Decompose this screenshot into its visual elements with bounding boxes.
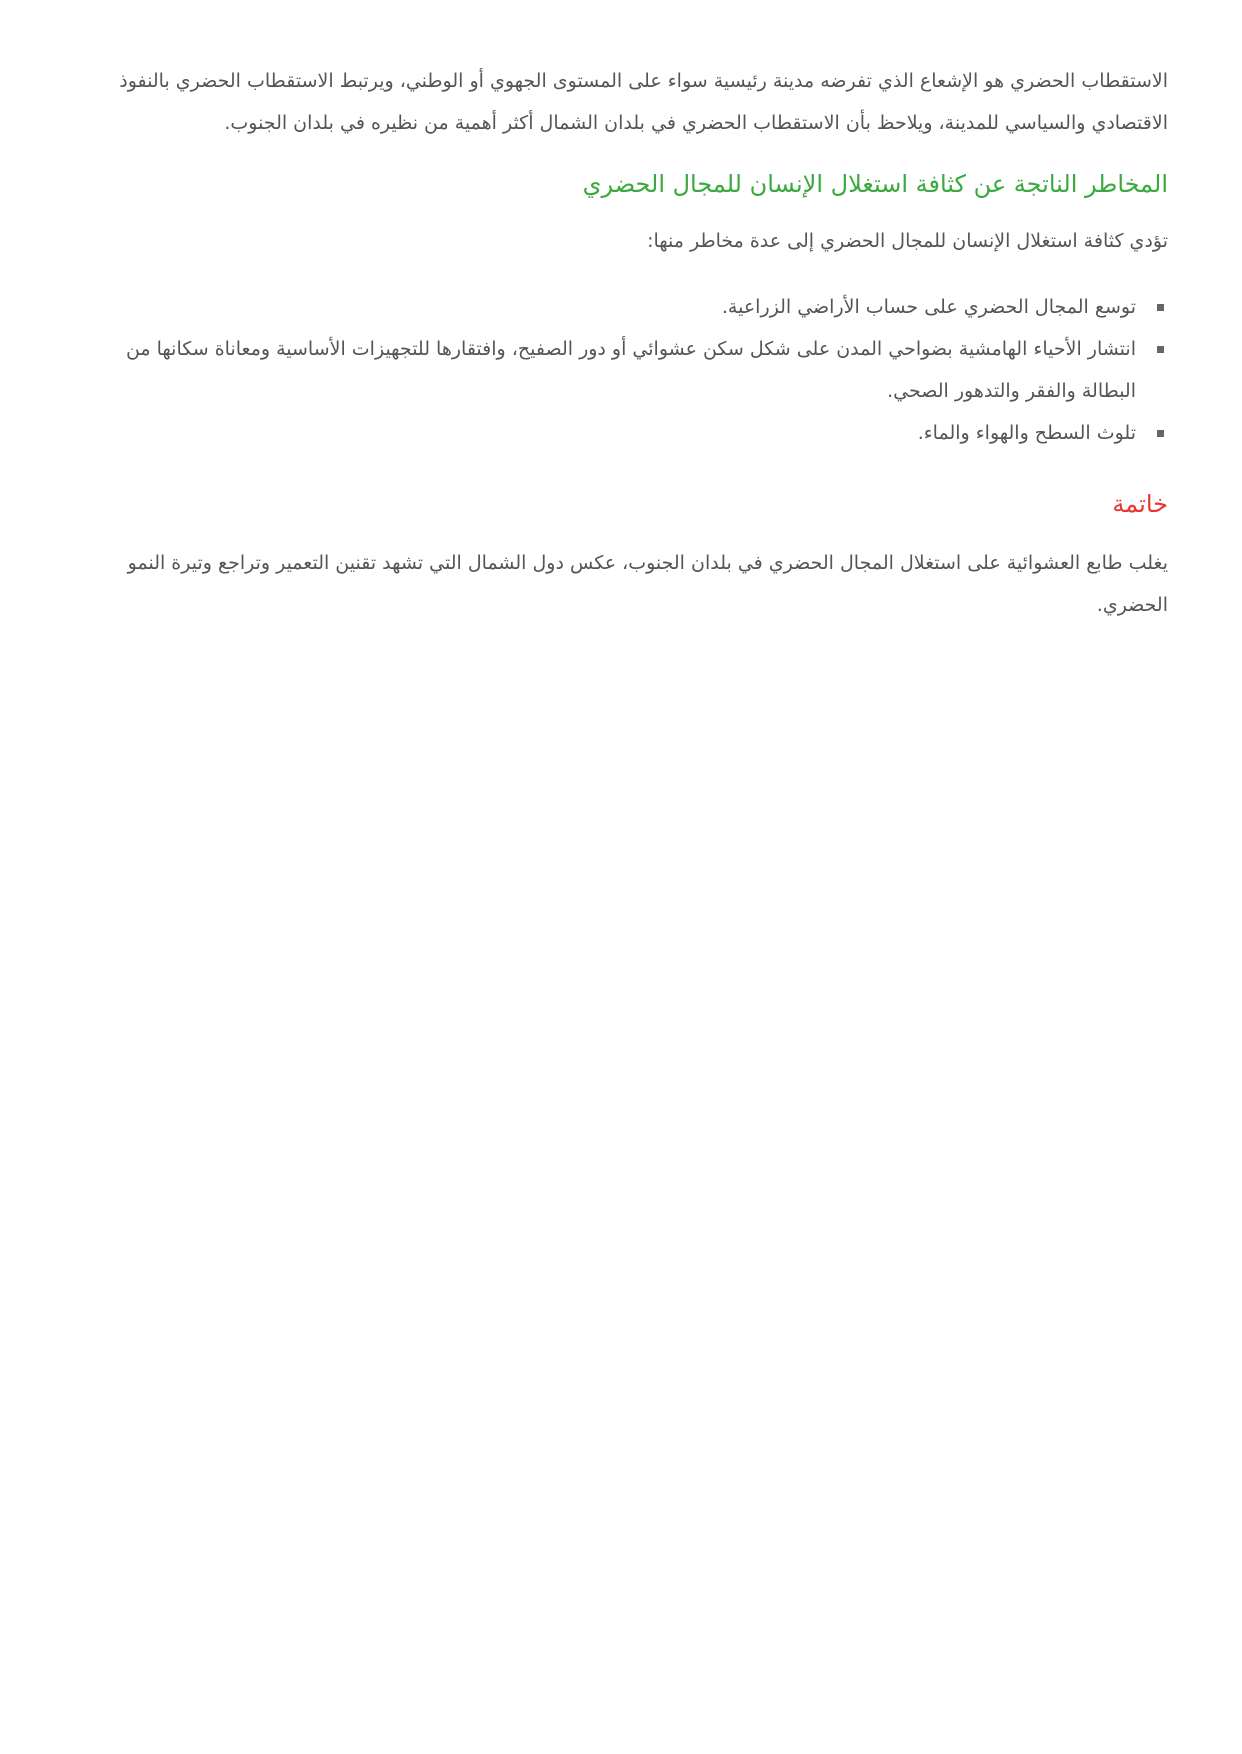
square-bullet-icon (1157, 430, 1164, 437)
square-bullet-icon (1157, 304, 1164, 311)
risks-intro-text: تؤدي كثافة استغلال الإنسان للمجال الحضري إلى عدة مخاطر منها: (647, 230, 1168, 252)
list-item-text: تلوث السطح والهواء والماء. (917, 422, 1136, 444)
list-item (88, 328, 1168, 412)
conclusion-section-title: خاتمة (1112, 490, 1168, 518)
risks-section-title: المخاطر الناتجة عن كثافة استغلال الإنسان للمجال الحضري (582, 170, 1168, 198)
document-page (88, 60, 1168, 626)
list-item (88, 286, 1168, 328)
list-item (88, 412, 1168, 454)
list-item-text: انتشار الأحياء الهامشية بضواحي المدن على شكل سكن عشوائي أو دور الصفيح، وافتقارها للتجهيزات الأساسية ومعاناة سكانها من البطالة والفقر والتدهور الصحي. (125, 338, 1136, 402)
conclusion-paragraph: يغلب طابع العشوائية على استغلال المجال الحضري في بلدان الجنوب، عكس دول الشمال التي تشهد تقنين التعمير وتراجع وتيرة النمو الحضري. (127, 552, 1168, 616)
list-item-text: توسع المجال الحضري على حساب الأراضي الزراعية. (721, 296, 1136, 318)
intro-paragraph: الاستقطاب الحضري هو الإشعاع الذي تفرضه مدينة رئيسية سواء على المستوى الجهوي أو الوطني، ويرتبط الاستقطاب الحضري بالنفوذ الاقتصادي والسياسي للمدينة، ويلاحظ بأن الاستقطاب الحضري في بلدان الشمال أكثر أهمية من نظيره في بلدان الجنوب. (119, 70, 1168, 134)
risks-list (88, 286, 1168, 454)
square-bullet-icon (1157, 346, 1164, 353)
